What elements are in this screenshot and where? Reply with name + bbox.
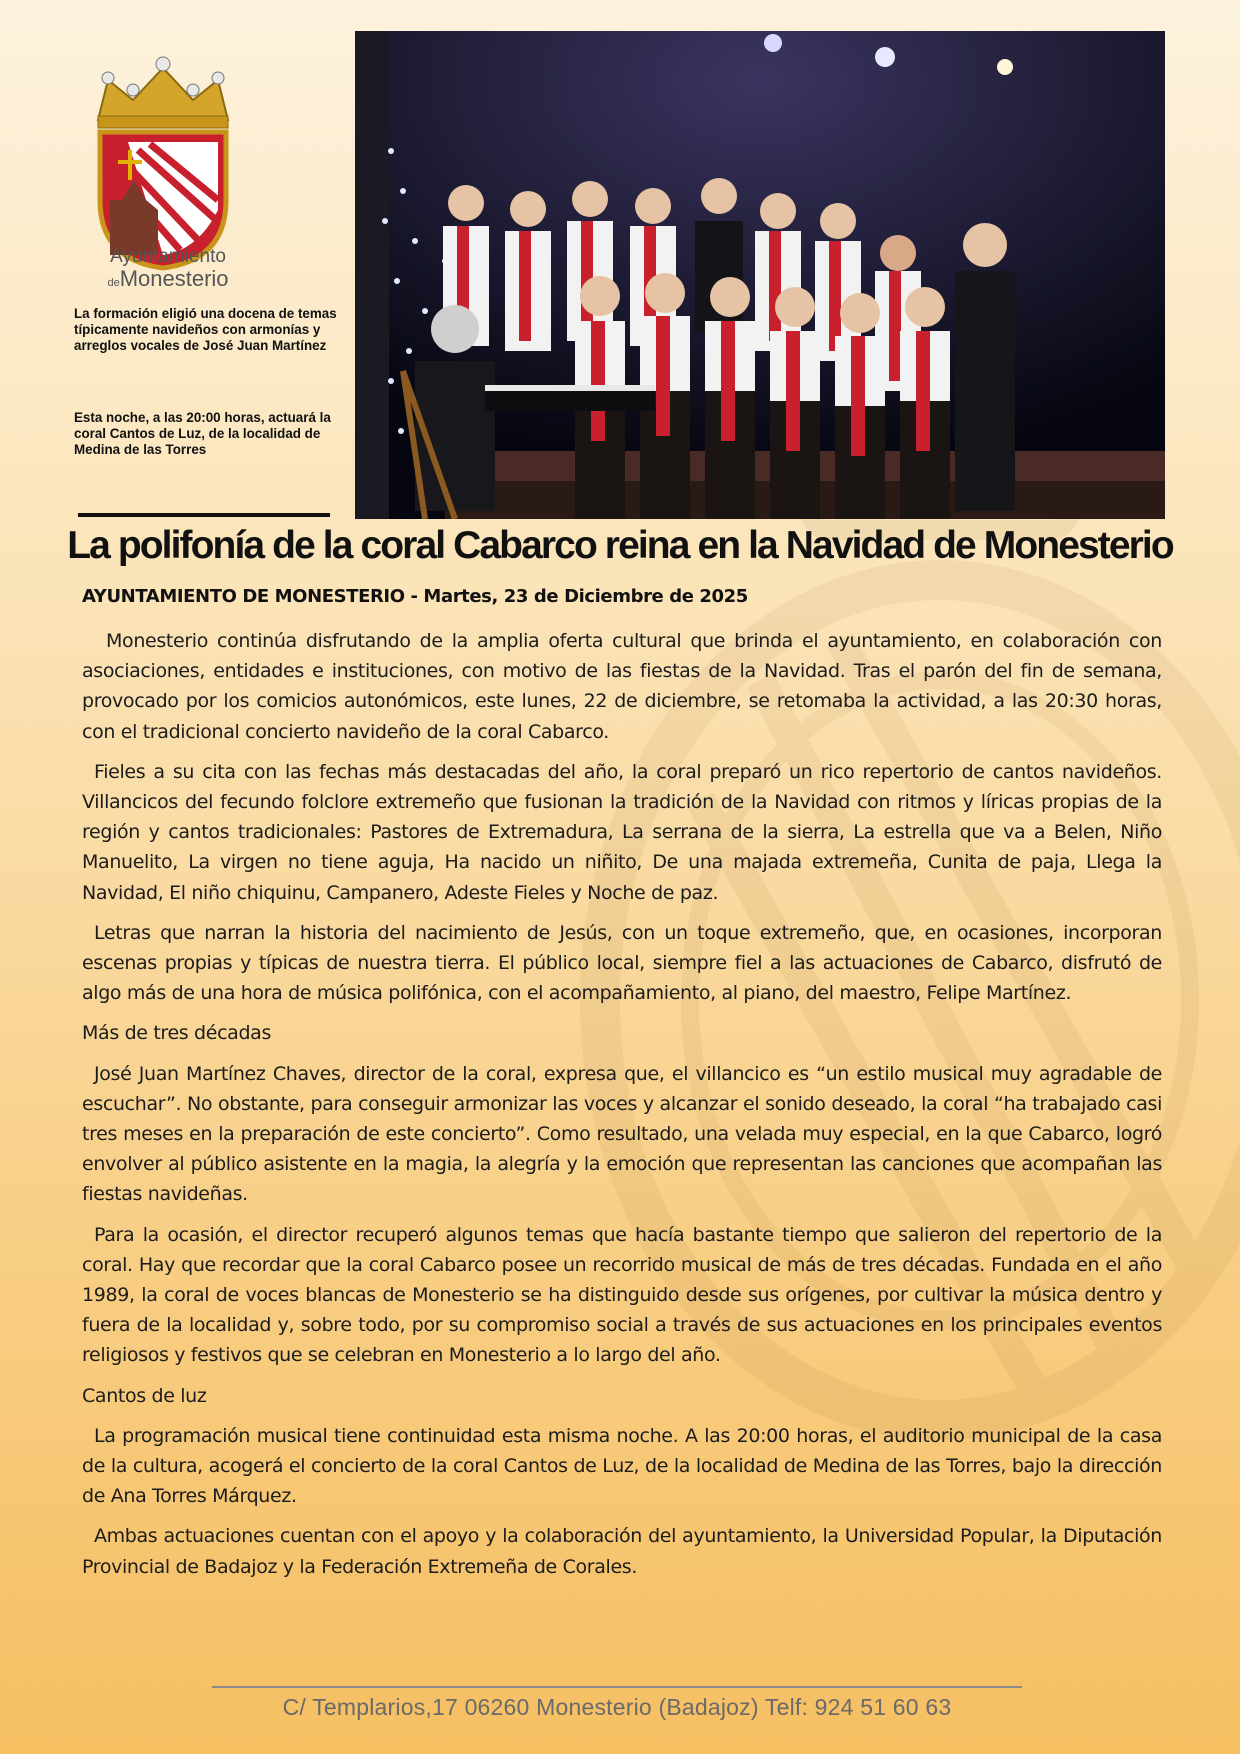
article-subhead: Más de tres décadas xyxy=(82,1022,272,1045)
footer-address: C/ Templarios,17 06260 Monesterio (Badajoz) Telf: 924 51 60 63 xyxy=(282,1694,952,1720)
logo-text-ayuntamiento: Ayuntamiento xyxy=(110,246,226,267)
logo-text-town: Monesterio xyxy=(119,266,229,291)
logo-text-de: de xyxy=(107,277,120,289)
photo-caption-tonight: Esta noche, a las 20:00 horas, actuará la coral Cantos de Luz, de la localidad de Medina de las Torres xyxy=(74,410,331,457)
choir-scene-illustration xyxy=(355,31,1165,519)
footer-divider xyxy=(212,1686,1022,1688)
article-subhead: Cantos de luz xyxy=(82,1384,207,1407)
logo-text-monesterio xyxy=(93,266,243,292)
article-paragraph: La programación musical tiene continuidad esta misma noche. A las 20:00 horas, el auditorio municipal de la casa de la cultura, acogerá el concierto de la coral Cantos de Luz, de la localidad de Medina de las Torres, bajo la dirección de Ana Torres Márquez. xyxy=(82,1424,1162,1508)
choir-concert-photo xyxy=(355,31,1165,519)
photo-caption-repertoire: La formación eligió una docena de temas típicamente navideños con armonías y arreglos vocales de José Juan Martínez xyxy=(74,306,337,353)
article-paragraph: Fieles a su cita con las fechas más destacadas del año, la coral preparó un rico repertorio de cantos navideños. Villancicos del fecundo folclore extremeño que fusionan la tradición de la Navidad con ritmos y líricas propias de la región y cantos tradicionales: Pastores de Extremadura, La serrana de la sierra, La estrella que va a Belen, Niño Manuelito, La virgen no tiene aguja, Ha nacido un niñito, De una majada extremeña, Cunita de paja, Llega la Navidad, El niño chiquinu, Campanero, Adeste Fieles y Noche de paz. xyxy=(82,760,1162,904)
article-byline: AYUNTAMIENTO DE MONESTERIO - Martes, 23 de Diciembre de 2025 xyxy=(82,586,748,607)
article-body xyxy=(82,626,1162,1592)
article-paragraph: José Juan Martínez Chaves, director de la coral, expresa que, el villancico es “un estilo musical muy agradable de escuchar”. No obstante, para conseguir armonizar las voces y alcanzar el sonido deseado, la coral “ha trabajado casi tres meses en la preparación de este concierto”. Como resultado, una velada muy especial, en la que Cabarco, logró envolver al público asistente en la magia, la alegría y la emoción que representan las canciones que acompañan las fiestas navideñas. xyxy=(82,1062,1162,1206)
article-paragraph: Monesterio continúa disfrutando de la amplia oferta cultural que brinda el ayuntamiento, en colaboración con asociaciones, entidades e instituciones, con motivo de las fiestas de la Navidad. Tras el parón del fin de semana, provocado por los comicios autonómicos, este lunes, 22 de diciembre, se retomaba la actividad, a las 20:30 horas, con el tradicional concierto navideño de la coral Cabarco. xyxy=(82,630,1162,743)
article-paragraph: Letras que narran la historia del nacimiento de Jesús, con un toque extremeño, que, en ocasiones, incorporan escenas propias y típicas de nuestra tierra. El público local, siempre fiel a las actuaciones de Cabarco, disfrutó de algo más de una hora de música polifónica, con el acompañamiento, al piano, del maestro, Felipe Martínez. xyxy=(82,921,1162,1005)
article-paragraph: Para la ocasión, el director recuperó algunos temas que hacía bastante tiempo que salieron del repertorio de la coral. Hay que recordar que la coral Cabarco posee un recorrido musical de más de tres décadas. Fundada en el año 1989, la coral de voces blancas de Monesterio se ha distinguido desde sus orígenes, por cultivar la música dentro y fuera de la localidad y, sobre todo, por su compromiso social a través de sus actuaciones en los principales eventos religiosos y festivos que se celebran en Monesterio a lo largo del año. xyxy=(82,1223,1162,1367)
article-headline: La polifonía de la coral Cabarco reina en la Navidad de Monesterio xyxy=(67,524,1173,567)
caption-divider xyxy=(78,513,330,517)
article-paragraph: Ambas actuaciones cuentan con el apoyo y la colaboración del ayuntamiento, la Universidad Popular, la Diputación Provincial de Badajoz y la Federación Extremeña de Corales. xyxy=(82,1525,1162,1578)
